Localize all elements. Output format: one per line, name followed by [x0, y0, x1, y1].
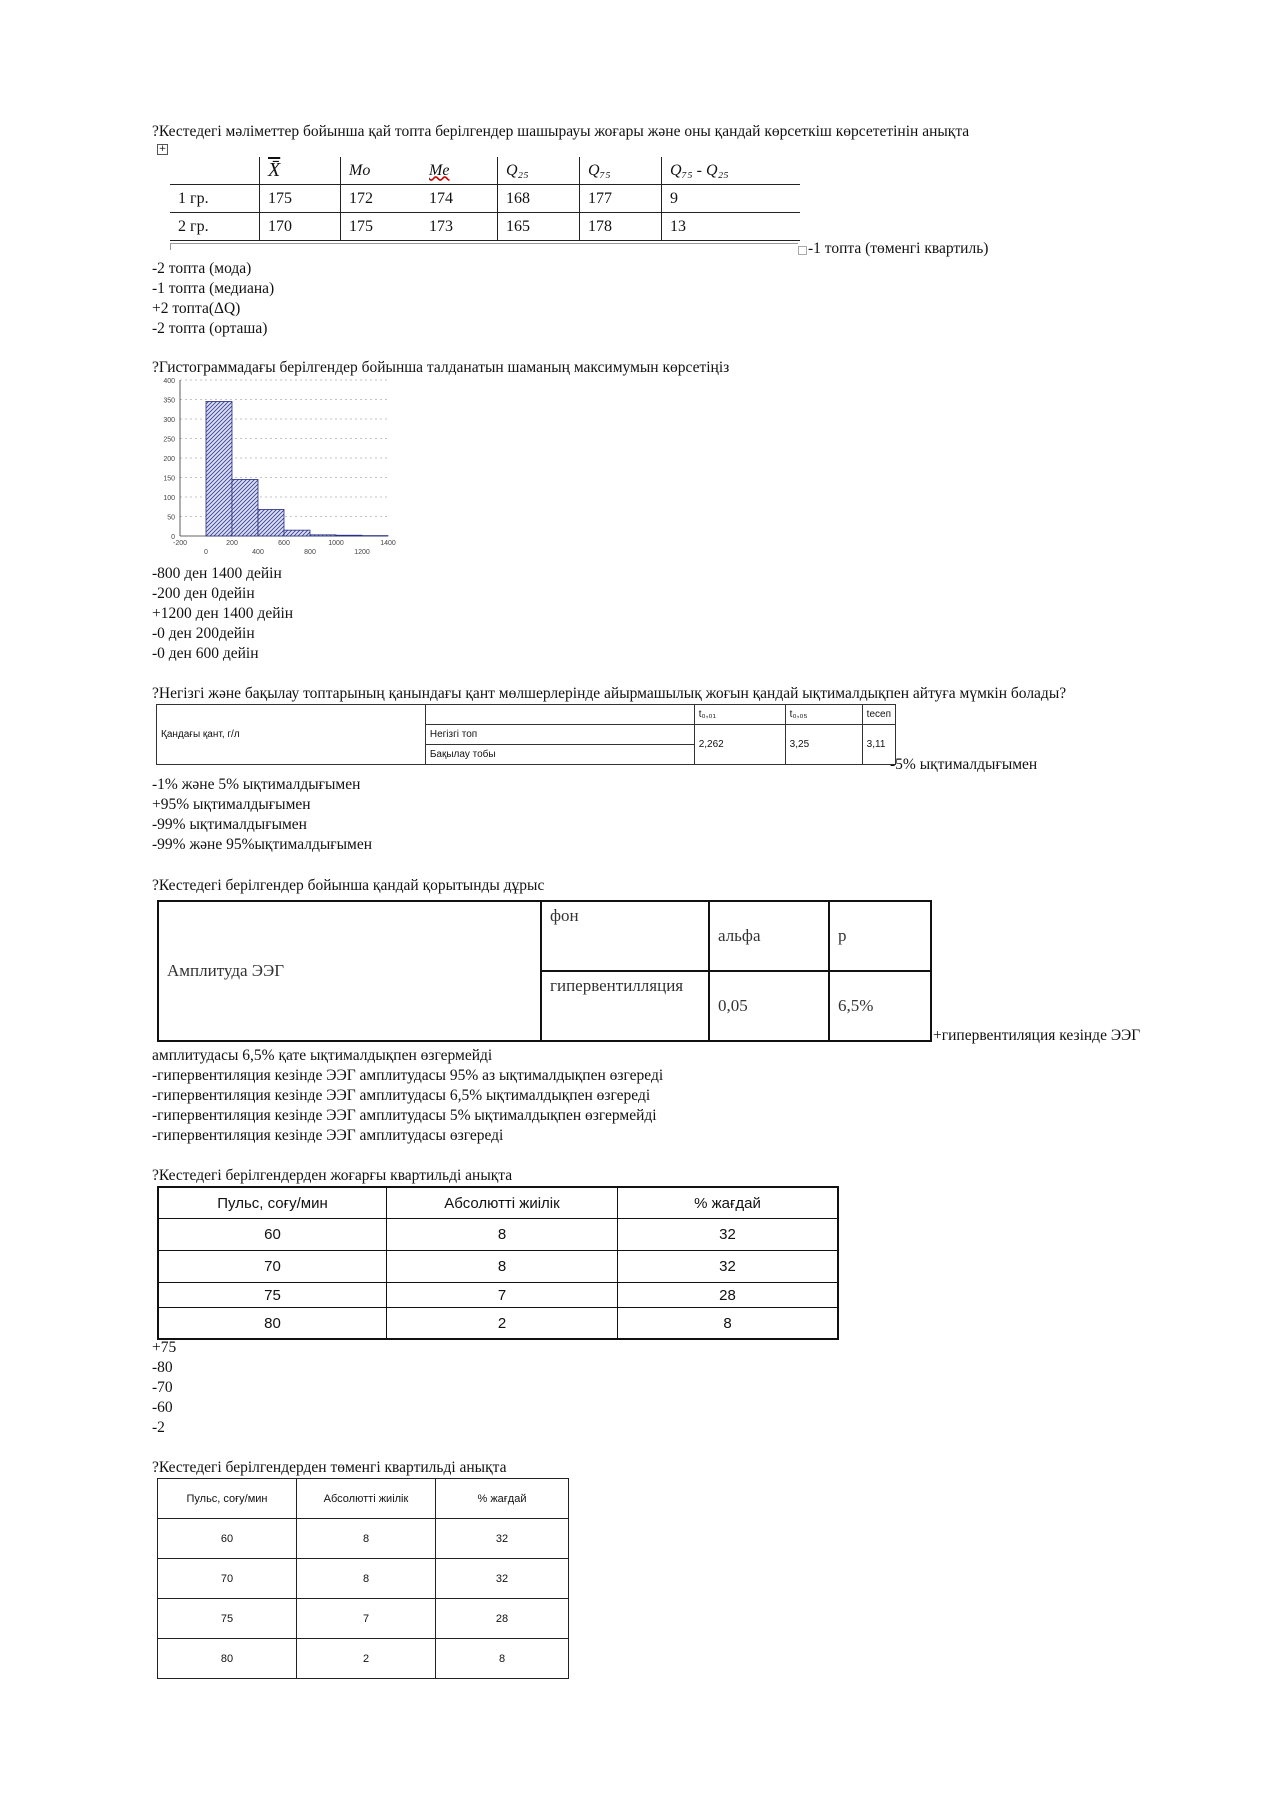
table-move-handle-icon[interactable]: + — [158, 144, 167, 154]
table-cell: 165 — [498, 213, 580, 241]
answer-option: -2 — [152, 1419, 165, 1436]
table-cell: 8 — [387, 1219, 618, 1251]
q5-table — [157, 1186, 839, 1340]
paste-options-icon[interactable] — [798, 246, 807, 255]
q6-question: ?Кестедегі берілгендерден төменгі квартильді анықта — [152, 1459, 507, 1476]
y-tick-label: 0 — [171, 534, 175, 541]
table-bottom-rule — [170, 243, 798, 244]
table-cell: 175 — [260, 185, 341, 213]
x-tick-label: 1000 — [328, 540, 344, 547]
table-cell: 7 — [387, 1283, 618, 1308]
answer-option: -0 ден 200дейін — [152, 625, 255, 642]
table-cell: 80 — [158, 1639, 297, 1679]
histogram-chart — [156, 378, 396, 562]
table-cell: 168 — [498, 185, 580, 213]
table-cell: 174 — [421, 185, 498, 213]
table-cell: альфа — [709, 901, 829, 971]
table-row — [158, 1639, 569, 1679]
table-header-cell: t₀,₀₁ — [694, 705, 785, 725]
table-header-cell: Q₂₅ — [498, 157, 580, 185]
answer-option: -0 ден 600 дейін — [152, 645, 259, 662]
answer-option: -гипервентиляция кезінде ЭЭГ амплитудасы 95% аз ықтималдықпен өзгереді — [152, 1067, 664, 1084]
answer-option: -1% және 5% ықтималдығымен — [152, 776, 361, 793]
table-cell: 32 — [436, 1559, 569, 1599]
answer-option: -2 топта (орташа) — [152, 320, 268, 337]
table-header-cell: % жағдай — [618, 1187, 839, 1219]
table-row — [158, 1308, 838, 1340]
x-tick-label: 1400 — [380, 540, 396, 547]
x-tick-label: 1200 — [354, 549, 370, 556]
table-header-row — [158, 1479, 569, 1519]
table-row — [158, 1251, 838, 1283]
table-cell: 28 — [618, 1283, 839, 1308]
table-cell: 8 — [387, 1251, 618, 1283]
table-cell: 2,262 — [694, 725, 785, 765]
table-cell: 32 — [436, 1519, 569, 1559]
answer-option: -99% ықтималдығымен — [152, 816, 307, 833]
table-header-cell: Q₇₅ - Q₂₅ — [662, 157, 801, 185]
table-cell: Бақылау тобы — [425, 745, 694, 765]
x-tick-label: 600 — [278, 540, 290, 547]
q6-table — [157, 1478, 569, 1679]
table-header-cell: X̄ — [260, 157, 341, 185]
table-header-cell: Абсолютті жиілік — [387, 1187, 618, 1219]
table-cell: 75 — [158, 1599, 297, 1639]
table-cell: гипервентилляция — [541, 971, 709, 1041]
table-cell: 8 — [618, 1308, 839, 1340]
table-cell: 3,11 — [862, 725, 895, 765]
table-cell: 6,5% — [829, 971, 931, 1041]
histogram-bar — [336, 535, 362, 536]
x-tick-label: 400 — [252, 549, 264, 556]
table-cell: 172 — [341, 185, 422, 213]
table-row — [158, 1519, 569, 1559]
table-row — [158, 1283, 838, 1308]
answer-option: -80 — [152, 1359, 173, 1376]
table-header-cell: Mo — [341, 157, 422, 185]
q3-question: ?Негізгі және бақылау топтарының қанындағы қант мөлшерлерінде айырмашылық жоғын қандай ықтималдықпен айтуға мүмкін болады? — [152, 685, 1067, 702]
x-tick-label: -200 — [172, 540, 188, 547]
table-header-cell: % жағдай — [436, 1479, 569, 1519]
table-row — [158, 1219, 838, 1251]
y-tick-label: 50 — [167, 514, 175, 522]
histogram-bar — [232, 479, 258, 536]
table-cell: 177 — [580, 185, 662, 213]
histogram-bar — [284, 530, 310, 536]
answer-option: -1 топта (медиана) — [152, 280, 275, 297]
table-cell: Қандағы қант, г/л — [157, 705, 426, 765]
answer-option: -200 ден 0дейін — [152, 585, 255, 602]
y-tick-label: 200 — [163, 456, 175, 463]
histogram-bar — [310, 535, 336, 536]
answer-option: -2 топта (мода) — [152, 260, 252, 277]
table-cell: 178 — [580, 213, 662, 241]
table-cell: 2 гр. — [170, 213, 260, 241]
answer-option: -99% және 95%ықтималдығымен — [152, 836, 373, 853]
table-cell: 2 — [387, 1308, 618, 1340]
answer-option: +75 — [152, 1339, 177, 1356]
table-cell: 170 — [260, 213, 341, 241]
table-cell: 8 — [297, 1519, 436, 1559]
table-cell: 80 — [158, 1308, 387, 1340]
table-cell: Амплитуда ЭЭГ — [158, 901, 541, 1041]
table-header-cell: Me — [421, 157, 498, 185]
table-header-cell: tесеп — [862, 705, 895, 725]
q3-first-answer: -5% ықтималдығымен — [890, 756, 1038, 773]
table-cell — [170, 157, 260, 185]
table-cell: 70 — [158, 1251, 387, 1283]
table-row — [158, 1599, 569, 1639]
table-cell: 75 — [158, 1283, 387, 1308]
x-tick-label: 0 — [204, 549, 208, 556]
table-cell: 1 гр. — [170, 185, 260, 213]
table-header-cell: Пульс, соғу/мин — [158, 1479, 297, 1519]
answer-option: -800 ден 1400 дейін — [152, 565, 282, 582]
table-cell: 32 — [618, 1251, 839, 1283]
x-tick-label: 800 — [304, 549, 316, 556]
table-cell: 7 — [297, 1599, 436, 1639]
q2-question: ?Гистограммадағы берілгендер бойынша талданатын шаманың максимумын көрсетіңіз — [152, 359, 730, 376]
answer-option: -70 — [152, 1379, 173, 1396]
table-cell: 60 — [158, 1219, 387, 1251]
table-row — [158, 1559, 569, 1599]
table-cell: 2 — [297, 1639, 436, 1679]
table-cell: 0,05 — [709, 971, 829, 1041]
y-tick-label: 300 — [163, 417, 175, 424]
answer-option: -гипервентиляция кезінде ЭЭГ амплитудасы 5% ықтималдықпен өзгермейді — [152, 1107, 657, 1124]
answer-option: -гипервентиляция кезінде ЭЭГ амплитудасы өзгереді — [152, 1127, 504, 1144]
table-cell: 3,25 — [785, 725, 862, 765]
table-cell: 8 — [436, 1639, 569, 1679]
y-tick-label: 250 — [163, 436, 175, 444]
table-corner-mark — [170, 244, 171, 250]
table-row — [170, 213, 800, 241]
answer-option: +95% ықтималдығымен — [152, 796, 311, 813]
x-tick-label: 200 — [226, 540, 238, 547]
y-tick-label: 400 — [163, 378, 175, 385]
q1-first-answer: -1 топта (төменгі квартиль) — [808, 240, 989, 257]
table-header-cell: Абсолютті жиілік — [297, 1479, 436, 1519]
q5-question: ?Кестедегі берілгендерден жоғарғы квартильді анықта — [152, 1167, 513, 1184]
table-cell: p — [829, 901, 931, 971]
table-cell — [425, 705, 694, 725]
table-cell: 28 — [436, 1599, 569, 1639]
q1-table — [170, 157, 800, 241]
answer-option: амплитудасы 6,5% қате ықтималдықпен өзгермейді — [152, 1047, 493, 1064]
answer-option: -гипервентиляция кезінде ЭЭГ амплитудасы 6,5% ықтималдықпен өзгереді — [152, 1087, 651, 1104]
table-header-cell: Пульс, соғу/мин — [158, 1187, 387, 1219]
table-header-row — [170, 157, 800, 185]
q4-table — [157, 900, 932, 1042]
histogram-bar — [206, 401, 232, 536]
table-cell: Негізгі топ — [425, 725, 694, 745]
table-cell: 60 — [158, 1519, 297, 1559]
answer-option: +1200 ден 1400 дейін — [152, 605, 294, 622]
q3-table — [156, 704, 896, 765]
table-cell: фон — [541, 901, 709, 971]
table-header-cell: Q₇₅ — [580, 157, 662, 185]
q4-question: ?Кестедегі берілгендер бойынша қандай қорытынды дұрыс — [152, 877, 545, 894]
table-header-cell: t₀,₀₅ — [785, 705, 862, 725]
table-row — [158, 901, 931, 971]
table-cell: 9 — [662, 185, 801, 213]
table-cell: 13 — [662, 213, 801, 241]
y-tick-label: 350 — [163, 397, 175, 405]
table-cell: 173 — [421, 213, 498, 241]
table-row — [170, 185, 800, 213]
table-cell: 32 — [618, 1219, 839, 1251]
y-tick-label: 150 — [163, 475, 175, 483]
table-cell: 8 — [297, 1559, 436, 1599]
answer-option: +2 топта(ΔQ) — [152, 300, 241, 317]
histogram-bar — [258, 509, 284, 536]
answer-option: -60 — [152, 1399, 173, 1416]
table-cell: 70 — [158, 1559, 297, 1599]
q1-question: ?Кестедегі мәліметтер бойынша қай топта берілгендер шашырауы жоғары және оны қандай көрсеткіш көрсететінін анықта — [152, 123, 970, 140]
q4-first-answer: +гипервентиляция кезінде ЭЭГ — [933, 1027, 1141, 1044]
table-cell: 175 — [341, 213, 422, 241]
table-row — [157, 705, 896, 725]
table-header-row — [158, 1187, 838, 1219]
y-tick-label: 100 — [163, 495, 175, 502]
